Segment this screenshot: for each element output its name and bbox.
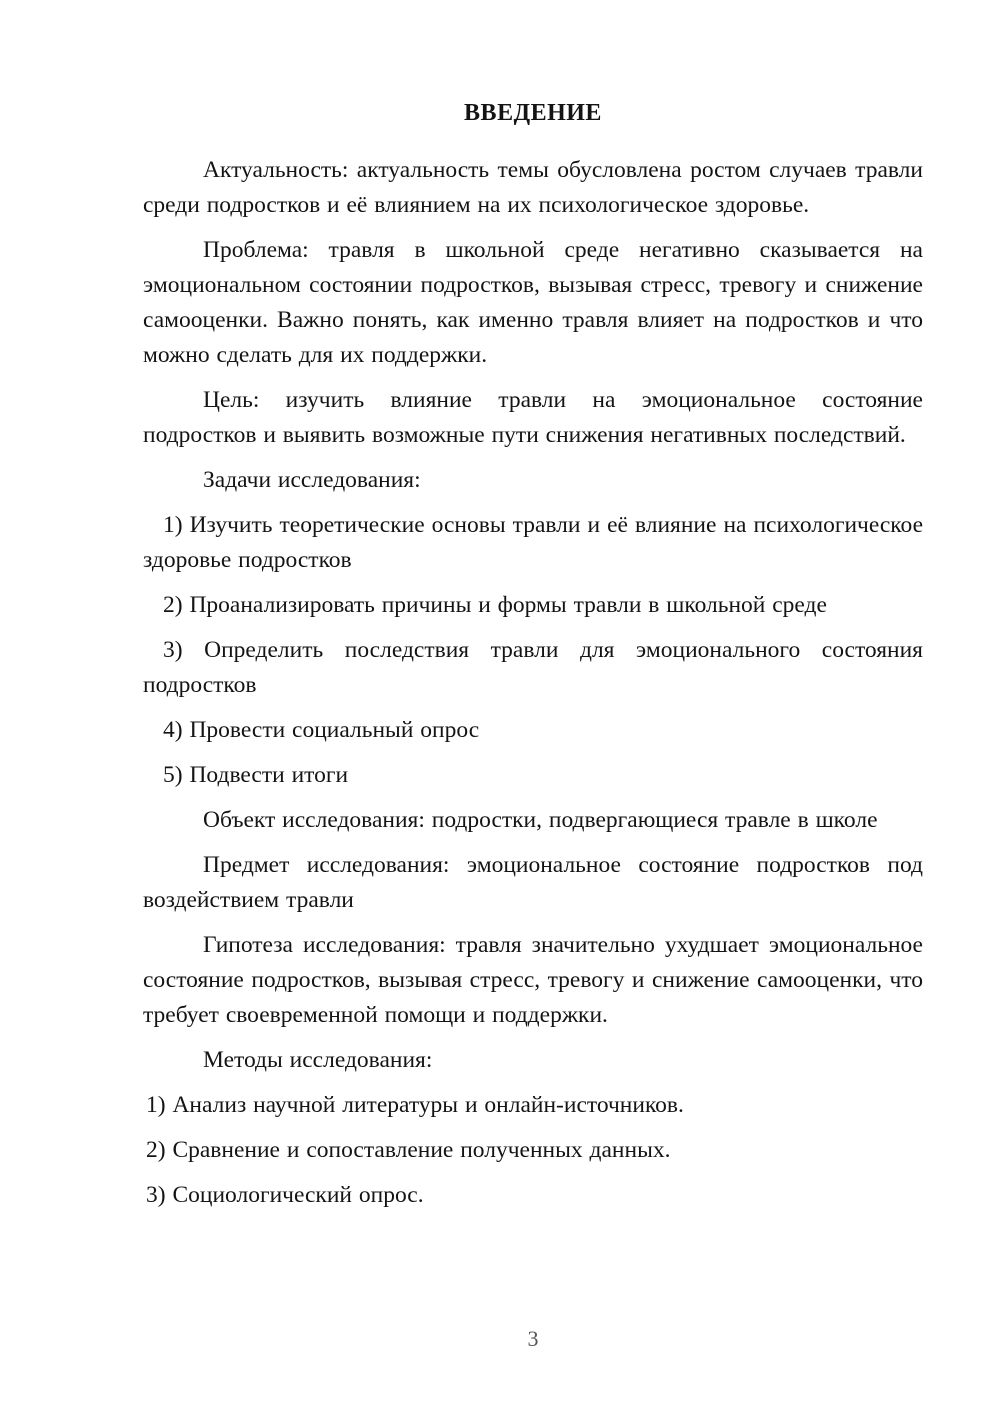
task-item-5: 5) Подвести итоги xyxy=(163,762,349,788)
para-object: Объект исследования: подростки, подвергающиеся травле в школе xyxy=(203,807,878,833)
para-subject: Предмет исследования: эмоциональное состояние подростков под воздействием травли xyxy=(143,852,923,913)
para-problem: Проблема: травля в школьной среде негативно сказывается на эмоциональном состоянии подростков, вызывая стресс, тревогу и снижение самооценки. Важно понять, как именно травля влияет на подростков и что можно сделать для их поддержки. xyxy=(143,237,923,368)
para-hypothesis: Гипотеза исследования: травля значительно ухудшает эмоциональное состояние подростков, вызывая стресс, тревогу и снижение самооценки, что требует своевременной помощи и поддержки. xyxy=(143,932,923,1028)
methods-heading: Методы исследования: xyxy=(203,1047,433,1073)
task-item-1: 1) Изучить теоретические основы травли и её влияние на психологическое здоровье подростков xyxy=(143,512,923,573)
tasks-heading: Задачи исследования: xyxy=(203,467,421,493)
method-item-1: 1) Анализ научной литературы и онлайн-источников. xyxy=(146,1092,684,1118)
document-content xyxy=(143,96,923,1223)
task-item-3: 3) Определить последствия травли для эмоционального состояния подростков xyxy=(143,637,923,698)
task-item-4: 4) Провести социальный опрос xyxy=(163,717,480,743)
para-actuality: Актуальность: актуальность темы обусловлена ростом случаев травли среди подростков и её влиянием на их психологическое здоровье. xyxy=(143,157,923,218)
task-item-2: 2) Проанализировать причины и формы травли в школьной среде xyxy=(163,592,827,618)
method-item-2: 2) Сравнение и сопоставление полученных данных. xyxy=(146,1137,671,1163)
page-number: 3 xyxy=(527,1326,539,1351)
method-item-3: 3) Социологический опрос. xyxy=(146,1182,424,1208)
page-title: ВВЕДЕНИЕ xyxy=(464,100,602,126)
para-goal: Цель: изучить влияние травли на эмоциональное состояние подростков и выявить возможные пути снижения негативных последствий. xyxy=(143,387,923,448)
